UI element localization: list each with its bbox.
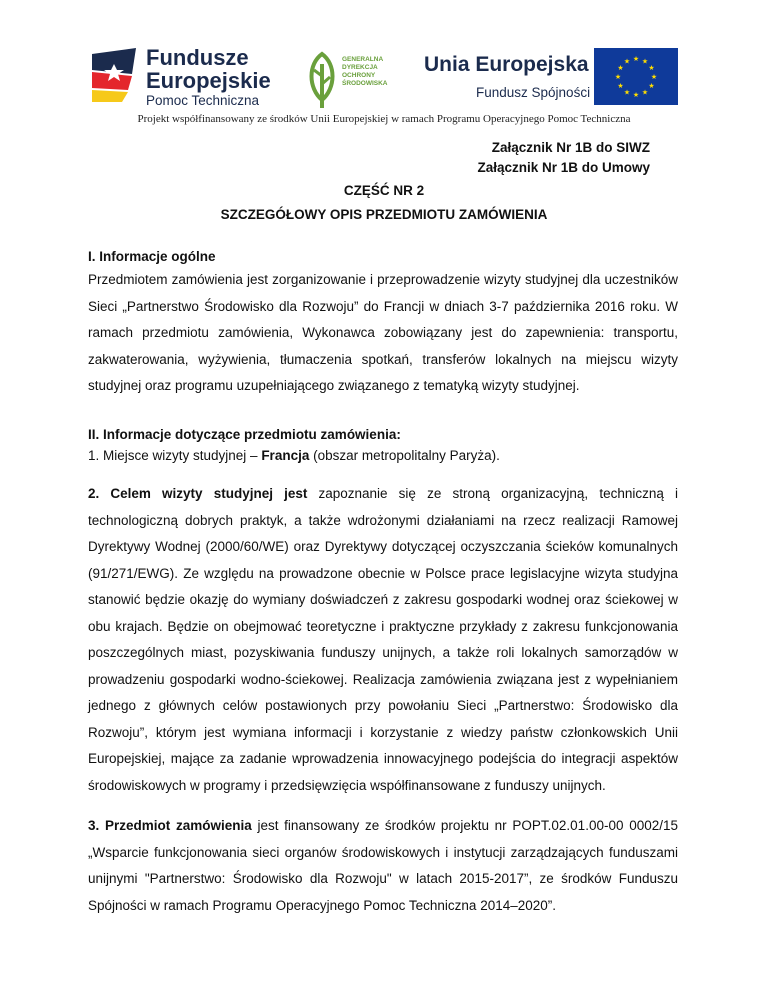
main-title: SZCZEGÓŁOWY OPIS PRZEDMIOTU ZAMÓWIENIA xyxy=(220,207,548,222)
item1-suffix: (obszar metropolitalny Paryża). xyxy=(309,448,500,463)
gdos-logo xyxy=(306,50,401,110)
part-title: CZĘŚĆ NR 2 xyxy=(343,183,425,198)
item1 xyxy=(88,445,678,467)
item3-text: jest finansowany ze środków projektu nr POPT.02.01.00-00 0002/15 „Wsparcie funkcjonowania sieci organów środowiskowych i instytucji zarządzających funduszami unijnymi "Partnerstwo: Środowisko dla Rozwoju" w latach 2015-2017”, ze środków Funduszu Spójności w ramach Programu Operacyjnego Pomoc Techniczna 2014–2020”. xyxy=(88,818,678,913)
gdos-line: ŚRODOWISKA xyxy=(342,80,388,87)
svg-text:★: ★ xyxy=(641,57,649,66)
section1-text: Przedmiotem zamówienia jest zorganizowanie i przeprowadzenie wizyty studyjnej dla uczestników Sieci „Partnerstwo Środowisko dla Rozwoju” do Francji w dniach 3-7 października 2016 roku. W ramach przedmiotu zamówienia, Wykonawca zobowiązany jest do zapewnienia: transportu, zakwaterowania, wyżywienia, tłumaczenia spotkań, transferów lokalnych na miejscu wizyty studyjnej oraz programu uzupełniającego związanego z tematyką wizyty studyjnej. xyxy=(88,272,678,393)
svg-text:★: ★ xyxy=(648,64,655,72)
item2 xyxy=(88,481,678,799)
gdos-line: DYREKCJA xyxy=(342,64,378,71)
item1-prefix: 1. Miejsce wizyty studyjnej – xyxy=(88,448,262,463)
item1-country: Francja xyxy=(261,448,310,463)
fe-name-line1: Fundusze xyxy=(146,45,249,70)
fundusze-europejskie-logo xyxy=(92,44,271,110)
gdos-line: OCHRONY xyxy=(342,72,376,79)
fe-name-line2: Europejskie xyxy=(146,68,271,93)
attachment-siwz: Załącznik Nr 1B do SIWZ xyxy=(491,140,650,155)
eu-flag-icon xyxy=(594,48,678,105)
svg-text:★: ★ xyxy=(623,57,631,66)
eu-title: Unia Europejska xyxy=(424,53,589,76)
svg-text:★: ★ xyxy=(617,64,624,72)
svg-text:★: ★ xyxy=(650,73,658,81)
item2-text: zapoznanie się ze stroną organizacyjną, techniczną i technologiczną dobrych praktyk, a także wdrożonymi działaniami na rzecz realizacji Ramowej Dyrektywy Wodnej (2000/60/WE) oraz Dyrektywy dotyczącej oczyszczania ścieków komunalnych (91/271/EWG). Ze względu na prowadzone obecnie w Polsce prace legislacyjne wizyta studyjna stanowić będzie okazję do wymiany doświadczeń z zakresu gospodarki wodnej oraz ściekowej w obu krajach. Będzie on obejmować teoretyczne i praktyczne przykłady z zakresu funkcjonowania poszczególnych miast, pozyskiwania funduszy unijnych, a także roli lokalnych samorządów w prowadzeniu gospodarki wodno-ściekowej. Realizacja zamówienia związana jest z wypełnianiem jednego z głównych celów postawionych przy powołaniu Sieci „Partnerstwo: Środowisko dla Rozwoju”, którym jest wymiana informacji i korzystanie z wiedzy państw członkowskich Unii Europejskiej, mające za zadanie wprowadzenia innowacyjnego podejścia do integracji aspektów środowiskowych w programy i przedsięwzięcia współfinansowane z funduszy unijnych. xyxy=(88,486,678,793)
section-details xyxy=(88,425,678,919)
header-logos xyxy=(0,40,768,110)
section-general xyxy=(88,247,678,400)
gdos-text xyxy=(342,56,388,88)
svg-text:★: ★ xyxy=(632,55,640,63)
svg-text:★: ★ xyxy=(641,88,649,97)
section2-heading: II. Informacje dotyczące przedmiotu zamówienia: xyxy=(88,427,401,442)
svg-text:★: ★ xyxy=(648,82,655,90)
svg-text:★: ★ xyxy=(623,88,631,97)
gdos-line: GENERALNA xyxy=(342,56,384,63)
svg-text:★: ★ xyxy=(632,91,640,99)
svg-text:★: ★ xyxy=(614,73,622,81)
eu-subtitle: Fundusz Spójności xyxy=(476,85,591,100)
attachment-umowa: Załącznik Nr 1B do Umowy xyxy=(477,160,650,175)
fe-name xyxy=(146,46,271,92)
leaf-icon xyxy=(306,50,338,110)
fe-stars-icon xyxy=(92,48,140,102)
item3 xyxy=(88,813,678,919)
item3-lead: 3. Przedmiot zamówienia xyxy=(88,818,252,833)
item2-lead: 2. Celem wizyty studyjnej jest xyxy=(88,486,308,501)
section1-heading: I. Informacje ogólne xyxy=(88,249,216,264)
project-funding-line: Projekt współfinansowany ze środków Unii Europejskiej w ramach Programu Operacyjnego Pomoc Techniczna xyxy=(137,113,631,125)
svg-text:★: ★ xyxy=(617,82,624,90)
fe-subtitle: Pomoc Techniczna xyxy=(146,93,260,108)
